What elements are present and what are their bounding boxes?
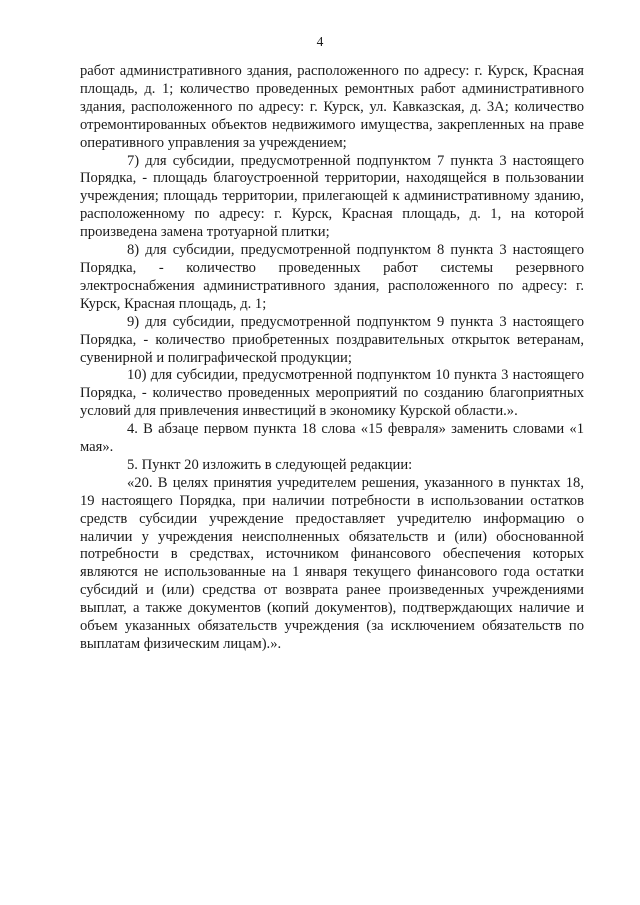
paragraph-point-20: «20. В целях принятия учредителем решения, указанного в пунктах 18, 19 настоящего Порядка, при наличии потребности в использовании остатков средств субсидии учреждение предоставляет учредителю информацию о наличии у учреждения неисполненных обязательств и (или) обоснованной потребности в средствах, источником финансового обеспечения которых являются не использованные на 1 января текущего финансового года остатки субсидий и (или) средства от возврата ранее произведенных учреждениями выплат, а также документов (копий документов), подтверждающих наличие и объем указанных обязательств учреждения (за исключением обязательств по выплатам физическим лицам).».	[80, 474, 584, 652]
document-body	[80, 63, 584, 654]
paragraph-item-8: 8) для субсидии, предусмотренной подпунктом 8 пункта 3 настоящего Порядка, - количество проведенных работ системы резервного электроснабжения административного здания, расположенного по адресу: г. Курск, Красная площадь, д. 1;	[80, 242, 584, 312]
paragraph-point-5: 5. Пункт 20 изложить в следующей редакции:	[127, 456, 413, 473]
page-number: 4	[316, 34, 324, 49]
paragraph-item-10: 10) для субсидии, предусмотренной подпунктом 10 пункта 3 настоящего Порядка, - количество проведенных мероприятий по созданию благоприятных условий для привлечения инвестиций в экономику Курской области.».	[80, 367, 584, 420]
paragraph-item-7: 7) для субсидии, предусмотренной подпунктом 7 пункта 3 настоящего Порядка, - площадь благоустроенной территории, находящейся в пользовании учреждения; площадь территории, прилегающей к административному зданию, расположенному по адресу: г. Курск, Красная площадь, д. 1, на которой произведена замена тротуарной плитки;	[80, 152, 584, 241]
paragraph-continuation: работ административного здания, расположенного по адресу: г. Курск, Красная площадь, д. 1; количество проведенных ремонтных работ административного здания, расположенного по адресу: г. Курск, ул. Кавказская, д. 3А; количество отремонтированных объектов недвижимого имущества, закрепленных на праве оперативного управления за учреждением;	[80, 63, 584, 151]
paragraph-item-9: 9) для субсидии, предусмотренной подпунктом 9 пункта 3 настоящего Порядка, - количество приобретенных поздравительных открыток ветеранам, сувенирной и полиграфической продукции;	[80, 313, 584, 366]
paragraph-point-4: 4. В абзаце первом пункта 18 слова «15 февраля» заменить словами «1 мая».	[80, 421, 584, 456]
